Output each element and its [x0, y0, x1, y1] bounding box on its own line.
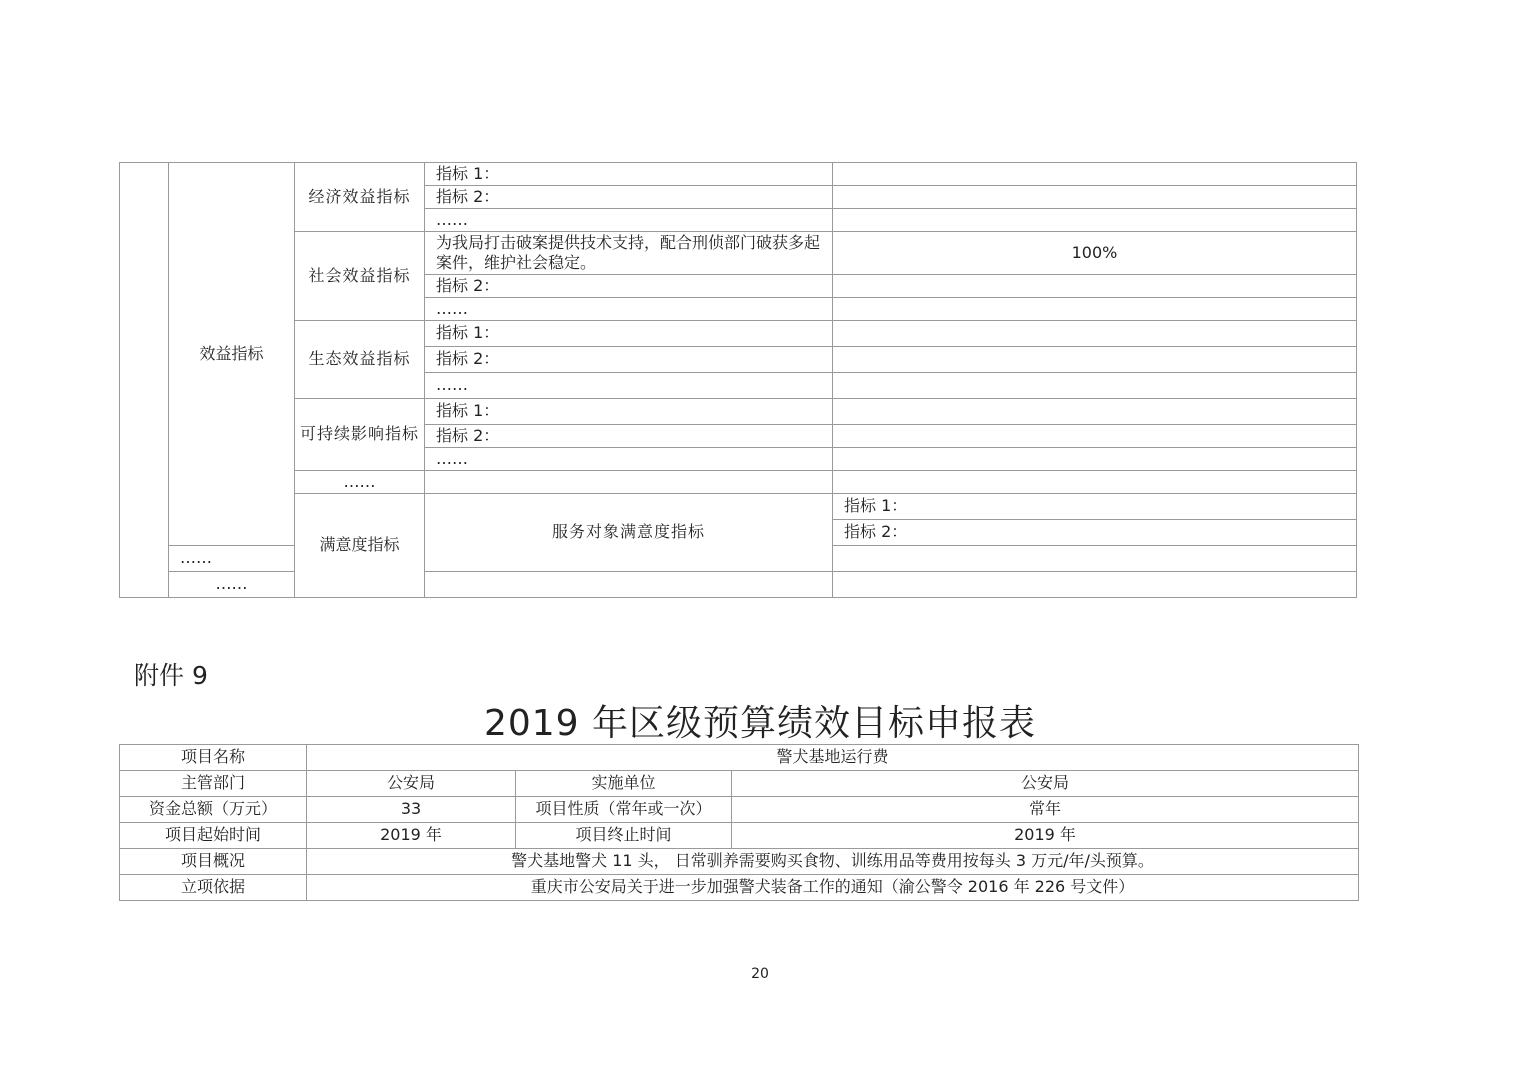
- table-row: [120, 399, 1357, 425]
- benefit-indicator-label: 效益指标: [169, 163, 295, 546]
- fund-total-label: 资金总额（万元）: [120, 797, 307, 823]
- project-basis-label: 立项依据: [120, 875, 307, 901]
- value-cell: [833, 298, 1357, 321]
- value-cell: [833, 425, 1357, 448]
- ellipsis-cell: ……: [295, 471, 425, 494]
- project-overview-label: 项目概况: [120, 849, 307, 875]
- value-cell: [833, 399, 1357, 425]
- category-blank-cell: [120, 163, 169, 598]
- implementing-unit-value: 公安局: [732, 771, 1359, 797]
- indicator-cell: 指标 2：: [833, 520, 1357, 546]
- value-cell: [833, 572, 1357, 598]
- indicator-cell: 指标 1：: [425, 321, 833, 347]
- value-cell: [833, 275, 1357, 298]
- table-row: [120, 163, 1357, 186]
- project-nature-label: 项目性质（常年或一次）: [516, 797, 732, 823]
- project-nature-value: 常年: [732, 797, 1359, 823]
- ellipsis-cell: ……: [169, 572, 295, 598]
- indicator-cell: 为我局打击破案提供技术支持，配合刑侦部门破获多起案件，维护社会稳定。: [425, 232, 833, 275]
- fund-total-value: 33: [307, 797, 516, 823]
- social-benefit-label: 社会效益指标: [295, 232, 425, 321]
- department-value: 公安局: [307, 771, 516, 797]
- value-cell: 100%: [833, 232, 1357, 275]
- value-cell: [833, 163, 1357, 186]
- project-name-value: 警犬基地运行费: [307, 745, 1359, 771]
- service-satisfaction-label: 服务对象满意度指标: [425, 494, 833, 572]
- table-row: [120, 849, 1359, 875]
- table-row: [120, 745, 1359, 771]
- value-cell: [833, 321, 1357, 347]
- start-time-label: 项目起始时间: [120, 823, 307, 849]
- project-basis-value: 重庆市公安局关于进一步加强警犬装备工作的通知（渝公警令 2016 年 226 号文件）: [307, 875, 1359, 901]
- end-time-value: 2019 年: [732, 823, 1359, 849]
- attachment-label: 附件 9: [134, 661, 208, 690]
- start-time-value: 2019 年: [307, 823, 516, 849]
- indicator-cell: ……: [425, 373, 833, 399]
- ecological-benefit-label: 生态效益指标: [295, 321, 425, 399]
- satisfaction-indicator-label: 满意度指标: [295, 494, 425, 598]
- value-cell: [833, 373, 1357, 399]
- form-title: 2019 年区级预算绩效目标申报表: [483, 703, 1037, 744]
- value-cell: [833, 471, 1357, 494]
- table-row: [120, 771, 1359, 797]
- indicator-cell: [425, 572, 833, 598]
- indicator-cell: 指标 1：: [833, 494, 1357, 520]
- project-name-label: 项目名称: [120, 745, 307, 771]
- indicator-cell: 指标 1：: [425, 163, 833, 186]
- value-cell: [833, 209, 1357, 232]
- implementing-unit-label: 实施单位: [516, 771, 732, 797]
- value-cell: [833, 448, 1357, 471]
- indicator-cell: 指标 1：: [425, 399, 833, 425]
- indicator-cell: 指标 2：: [425, 347, 833, 373]
- indicator-cell: [425, 471, 833, 494]
- value-cell: [833, 546, 1357, 572]
- indicator-cell: ……: [425, 298, 833, 321]
- indicator-cell: 指标 2：: [425, 275, 833, 298]
- performance-indicator-table: [119, 162, 1357, 598]
- sustainable-impact-label: 可持续影响指标: [295, 399, 425, 471]
- table-row: [120, 823, 1359, 849]
- value-cell: [833, 186, 1357, 209]
- value-cell: [833, 347, 1357, 373]
- page-number: 20: [751, 966, 769, 982]
- project-overview-value: 警犬基地警犬 11 头， 日常驯养需要购买食物、训练用品等费用按每头 3 万元/年/头预算。: [307, 849, 1359, 875]
- end-time-label: 项目终止时间: [516, 823, 732, 849]
- table-row: [120, 321, 1357, 347]
- indicator-cell: 指标 2：: [425, 186, 833, 209]
- table-row: [120, 232, 1357, 275]
- table-row: [120, 494, 1357, 520]
- department-label: 主管部门: [120, 771, 307, 797]
- indicator-cell: 指标 2：: [425, 425, 833, 448]
- indicator-cell: ……: [425, 209, 833, 232]
- project-info-table: [119, 744, 1359, 901]
- economic-benefit-label: 经济效益指标: [295, 163, 425, 232]
- indicator-cell: ……: [425, 448, 833, 471]
- table-row: [120, 471, 1357, 494]
- indicator-cell: ……: [169, 546, 295, 572]
- table-row: [120, 797, 1359, 823]
- table-row: [120, 875, 1359, 901]
